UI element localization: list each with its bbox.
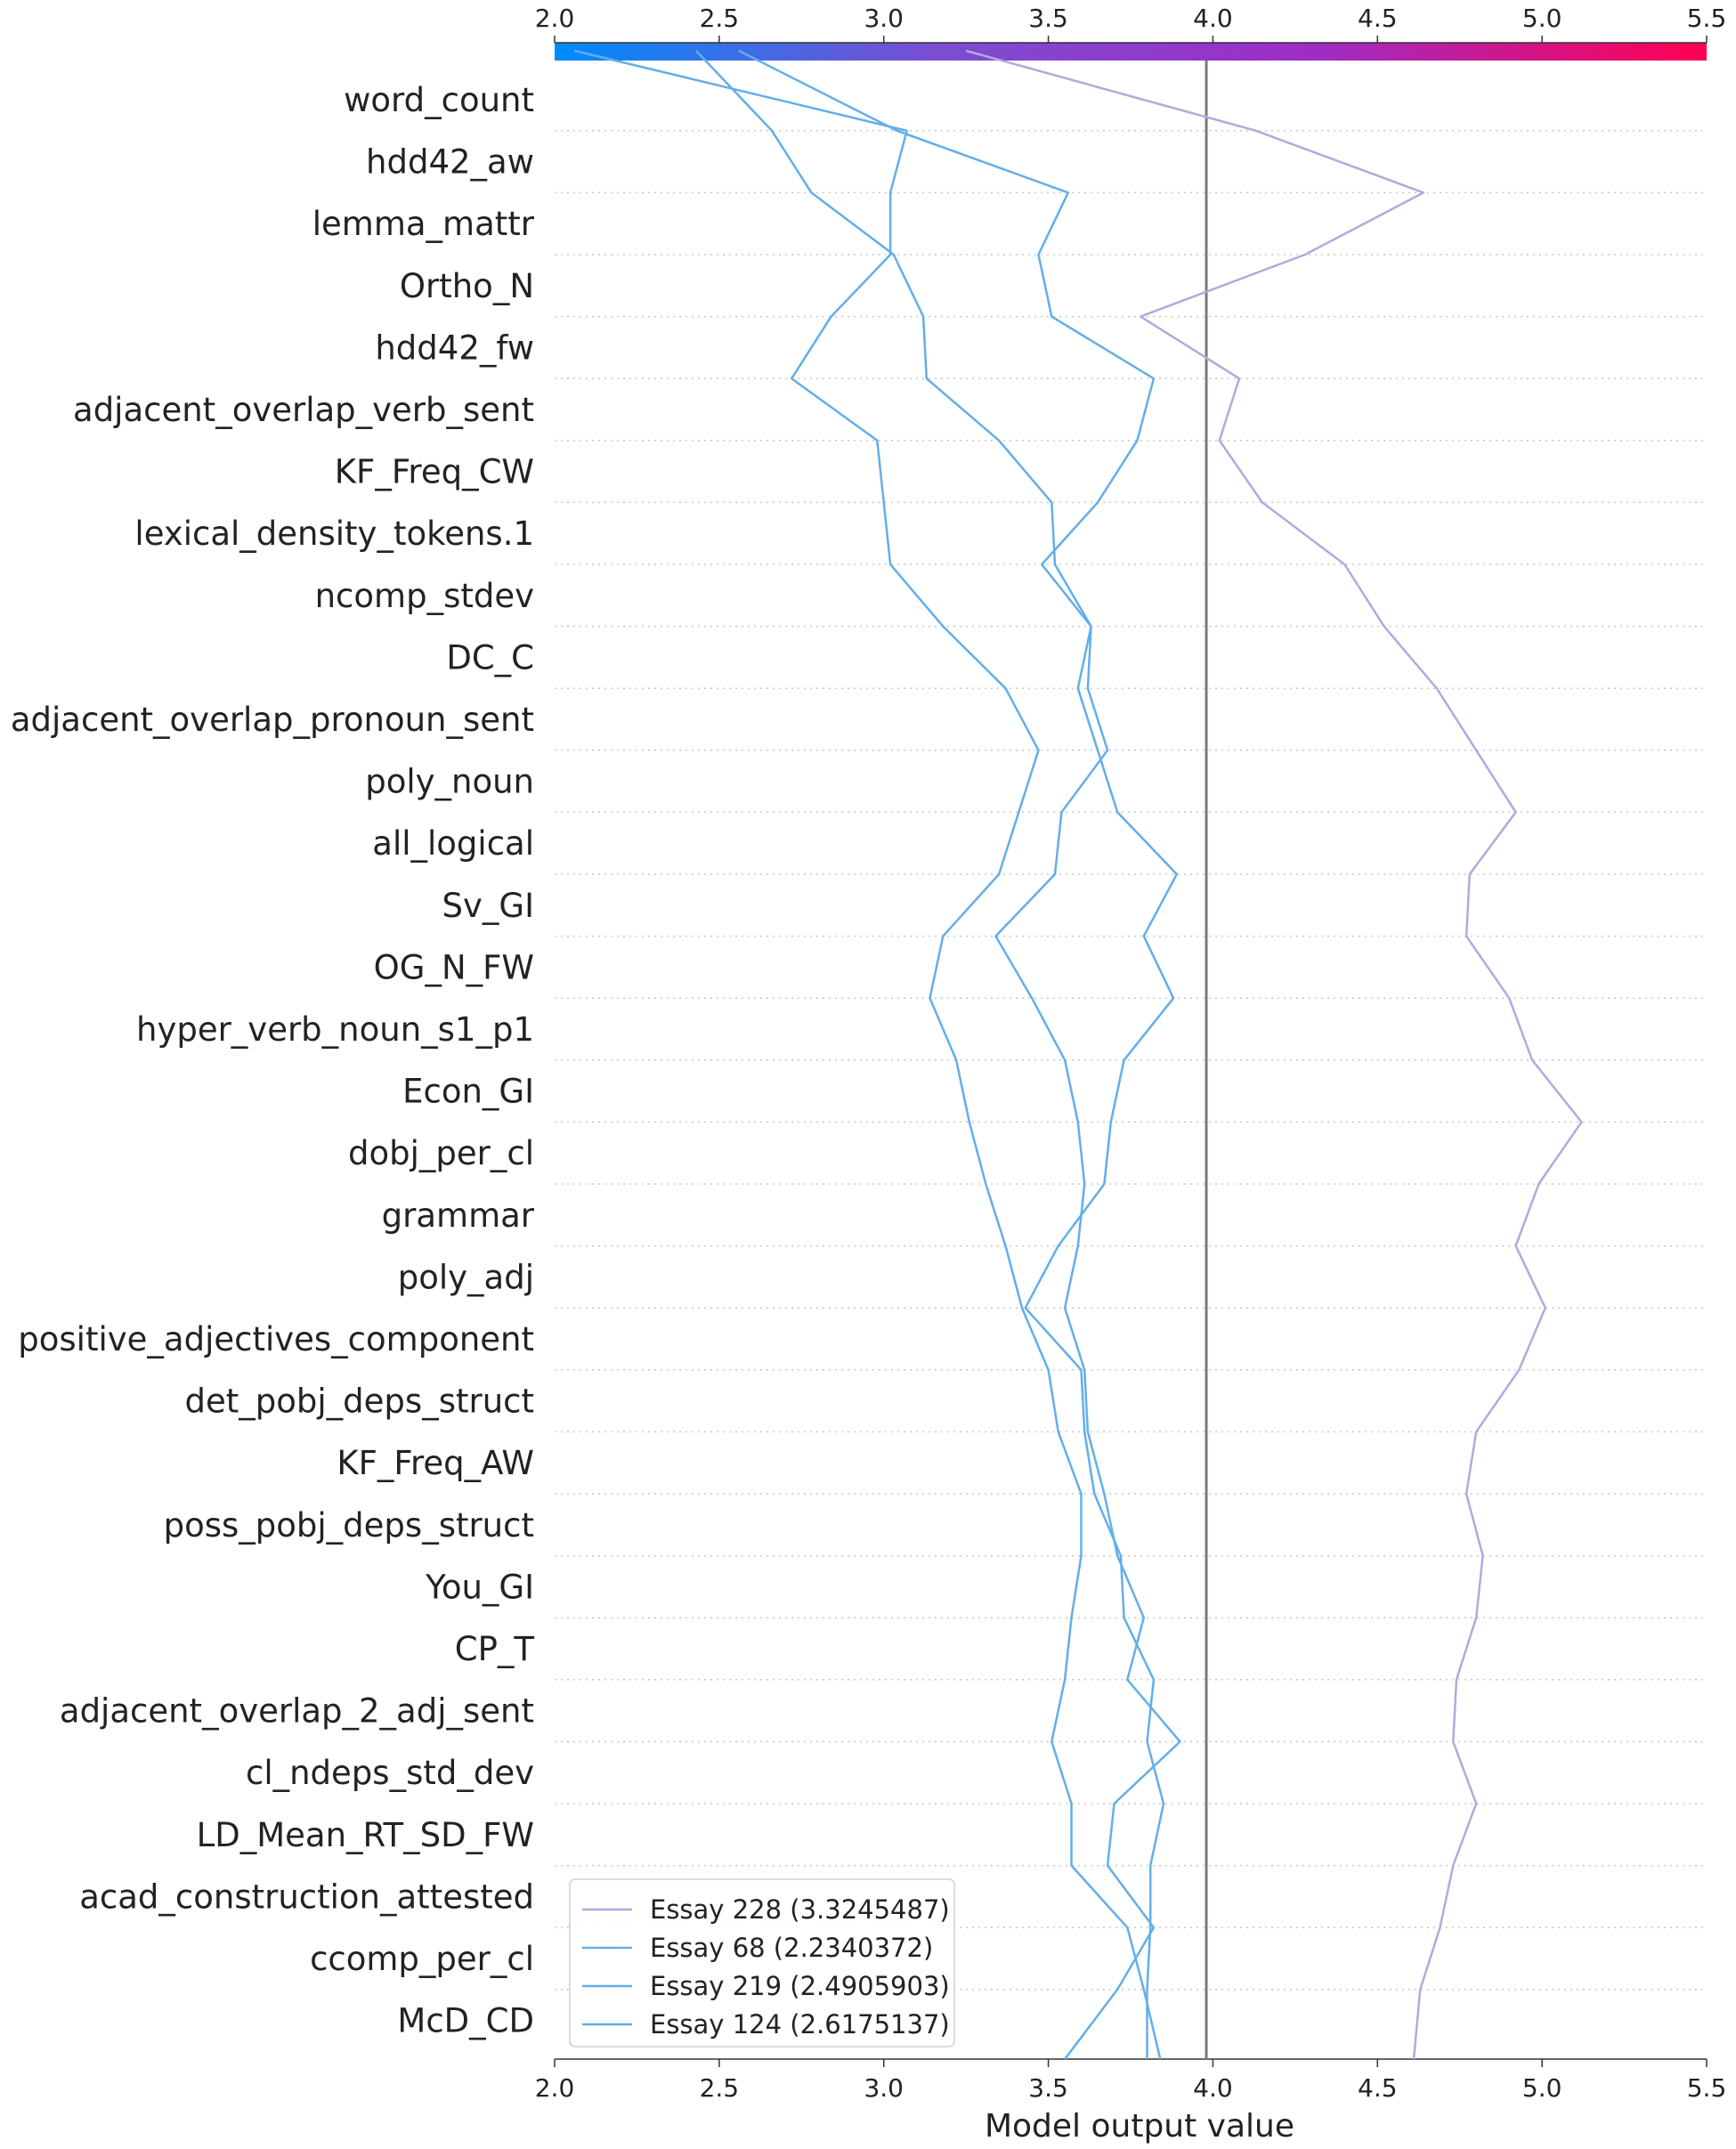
feature-label: hdd42_fw — [375, 328, 534, 368]
feature-label: ncomp_stdev — [314, 576, 534, 615]
x-axis-title: Model output value — [984, 2108, 1295, 2145]
feature-label: adjacent_overlap_2_adj_sent — [59, 1691, 534, 1731]
feature-label: McD_CD — [397, 2001, 534, 2040]
feature-labels — [11, 81, 535, 2040]
bottom-tick-label: 4.0 — [1193, 2073, 1233, 2103]
feature-label: ccomp_per_cl — [310, 1940, 534, 1978]
colorbar-gradient — [555, 43, 1707, 61]
feature-label: DC_C — [446, 638, 534, 677]
bottom-tick-label: 4.5 — [1358, 2073, 1398, 2103]
series-line — [696, 51, 1180, 2059]
bottom-tick-label: 2.5 — [699, 2073, 740, 2103]
feature-label: hyper_verb_noun_s1_p1 — [136, 1010, 534, 1049]
feature-label: lexical_density_tokens.1 — [134, 515, 534, 554]
feature-label: poly_adj — [397, 1258, 534, 1297]
feature-label: CP_T — [454, 1630, 534, 1668]
top-tick-label: 4.5 — [1358, 4, 1398, 33]
feature-label: OG_N_FW — [373, 948, 534, 987]
series-line — [574, 51, 1160, 2059]
top-tick-label: 5.5 — [1686, 4, 1727, 33]
grid-lines — [555, 131, 1707, 1990]
top-tick-label: 2.5 — [699, 4, 740, 33]
bottom-tick-label: 5.0 — [1521, 2073, 1562, 2103]
feature-label: poly_noun — [365, 762, 534, 801]
bottom-tick-label: 3.0 — [864, 2073, 904, 2103]
top-tick-label: 2.0 — [534, 4, 575, 33]
feature-label: poss_pobj_deps_struct — [163, 1505, 534, 1545]
feature-label: acad_construction_attested — [79, 1877, 534, 1917]
feature-label: KF_Freq_CW — [334, 452, 534, 491]
x-axis — [535, 4, 1727, 2145]
feature-label: adjacent_overlap_pronoun_sent — [10, 701, 534, 739]
feature-label: Sv_GI — [442, 886, 534, 925]
legend — [570, 1879, 954, 2047]
top-tick-label: 3.5 — [1028, 4, 1068, 33]
series-line — [966, 51, 1581, 2059]
colorbar — [555, 43, 1707, 61]
top-tick-label: 5.0 — [1521, 4, 1562, 33]
top-tick-label: 4.0 — [1193, 4, 1233, 33]
series-line — [739, 51, 1177, 2059]
feature-label: KF_Freq_AW — [337, 1444, 534, 1483]
feature-label: lemma_mattr — [312, 205, 534, 244]
feature-label: grammar — [381, 1196, 534, 1235]
feature-label: adjacent_overlap_verb_sent — [73, 391, 534, 429]
feature-label: det_pobj_deps_struct — [184, 1382, 534, 1421]
series-lines — [574, 51, 1581, 2059]
legend-entry: Essay 68 (2.2340372) — [650, 1933, 934, 1963]
top-tick-label: 3.0 — [864, 4, 904, 33]
bottom-tick-label: 3.5 — [1028, 2073, 1068, 2103]
feature-label: You_GI — [426, 1568, 534, 1607]
feature-label: hdd42_aw — [366, 142, 534, 182]
feature-label: LD_Mean_RT_SD_FW — [196, 1815, 534, 1854]
feature-label: dobj_per_cl — [348, 1134, 534, 1173]
legend-entry: Essay 124 (2.6175137) — [650, 2009, 950, 2040]
feature-label: word_count — [344, 81, 534, 119]
feature-label: Econ_GI — [402, 1072, 534, 1111]
feature-label: positive_adjectives_component — [18, 1320, 534, 1358]
legend-entry: Essay 228 (3.3245487) — [650, 1894, 950, 1925]
legend-entry: Essay 219 (2.4905903) — [650, 1971, 950, 2001]
feature-label: all_logical — [372, 824, 534, 864]
feature-label: Ortho_N — [399, 266, 534, 305]
feature-label: cl_ndeps_std_dev — [245, 1754, 534, 1793]
bottom-tick-label: 5.5 — [1686, 2073, 1727, 2103]
bottom-tick-label: 2.0 — [534, 2073, 575, 2103]
